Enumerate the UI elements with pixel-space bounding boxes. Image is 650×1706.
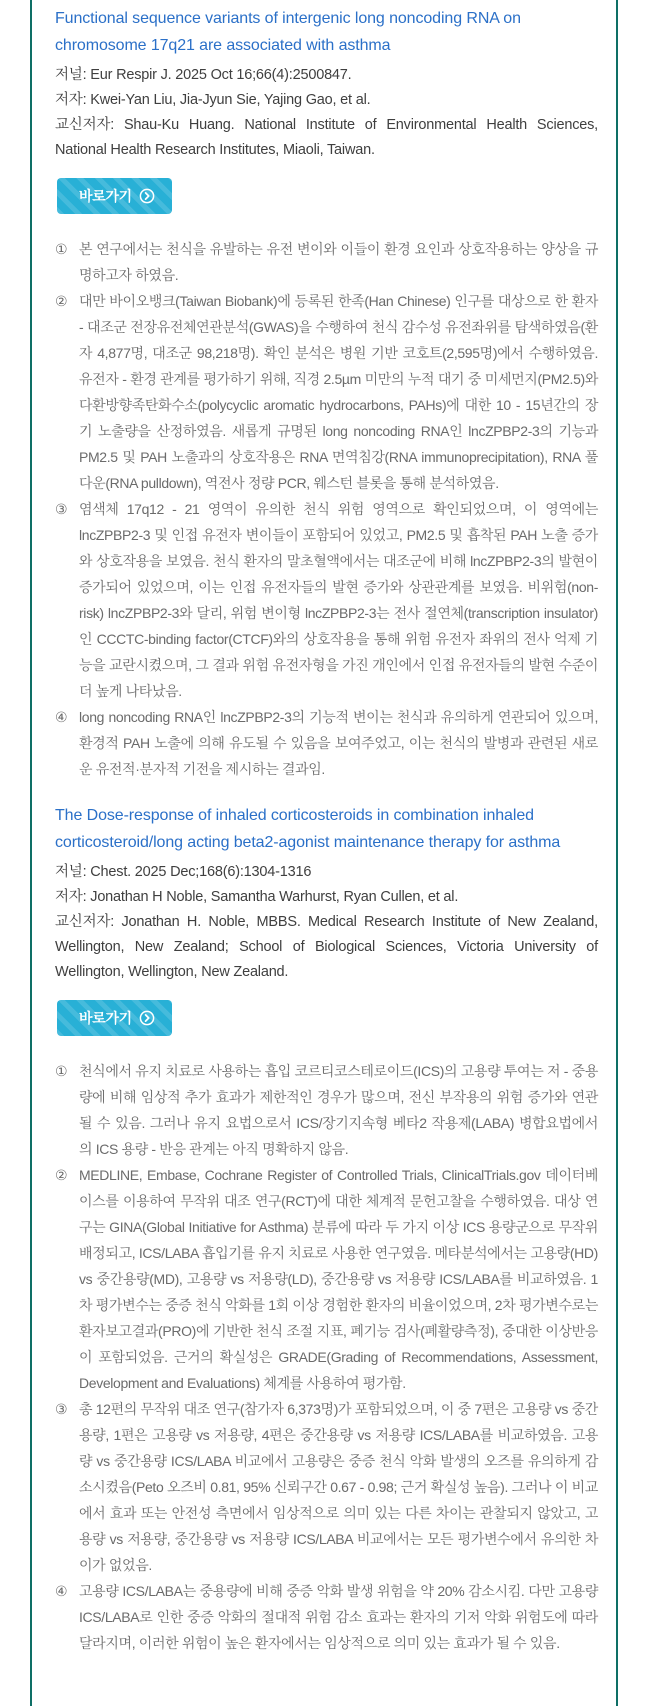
summary-point — [55, 704, 598, 782]
arrow-circle-icon — [139, 188, 155, 204]
point-text: 염색체 17q12 - 21 영역이 유의한 천식 위험 영역으로 확인되었으며, 이 영역에는 lncZPBP2-3 및 인접 유전자 변이들이 포함되어 있었고, PM2.5 및 흡착된 PAH 노출 증가와 상호작용을 보였음. 천식 환자의 말초혈액에서는 대조군에 비해 lncZPBP2-3의 발현이 증가되어 있었으며, 이는 인접 유전자들의 발현 증가와 상관관계를 보였음. 비위험(non-risk) lncZPBP2-3와 달리, 위험 변이형 lncZPBP2-3는 전사 절연체(transcription insulator)인 CCCTC-binding factor(CTCF)와의 상호작용을 통해 위험 유전자 좌위의 전사 억제 기능을 교란시켰으며, 그 결과 위험 유전자형을 가진 개인에서 인접 유전자들의 발현 수준이 더 높게 나타났음. — [79, 501, 598, 699]
summary-point — [55, 496, 598, 704]
summary-points — [55, 236, 598, 782]
article-title: The Dose-response of inhaled corticosteroids in combination inhaled corticosteroid/long acting beta2-agonist maintenance therapy for asthma — [55, 807, 561, 851]
arrow-circle-icon — [139, 1010, 155, 1026]
go-to-link-button-label: 바로가기 — [79, 188, 132, 204]
point-number: ① — [55, 241, 68, 257]
point-number: ④ — [55, 709, 68, 725]
go-to-link-button-label: 바로가기 — [79, 1010, 132, 1026]
point-text: MEDLINE, Embase, Cochrane Register of Controlled Trials, ClinicalTrials.gov 데이터베이스를 이용하여 무작위 대조 연구(RCT)에 대한 체계적 문헌고찰을 수행하였음. 대상 연구는 GINA(Global Initiative for Asthma) 분류에 따라 두 가지 이상 ICS 용량군으로 무작위 배정되고, ICS/LABA 흡입기를 유지 치료로 사용한 연구였음. 메타분석에서는 고용량(HD) vs 중간용량(MD), 고용량 vs 저용량(LD), 중간용량 vs 저용량 ICS/LABA를 비교하였음. 1차 평가변수는 중증 천식 악화를 1회 이상 경험한 환자의 비율이었으며, 2차 평가변수로는 환자보고결과(PRO)에 기반한 천식 조절 지표, 폐기능 검사(폐활량측정), 중대한 이상반응이 포함되었음. 근거의 확실성은 GRADE(Grading of Recommendations, Assessment, Development and Evaluations) 체계를 사용하여 평가함. — [79, 1167, 598, 1391]
authors-line: 저자: Jonathan H Noble, Samantha Warhurst, Ryan Cullen, et al. — [55, 889, 459, 905]
point-number: ④ — [55, 1583, 68, 1599]
point-number: ② — [55, 1167, 68, 1183]
authors-line: 저자: Kwei-Yan Liu, Jia-Jyun Sie, Yajing Gao, et al. — [55, 92, 371, 108]
article-panel — [30, 0, 618, 1706]
corresponding-author-line: 교신저자: Shau-Ku Huang. National Institute of Environmental Health Sciences, National Health Research Institutes, Miaoli, Taiwan. — [55, 117, 598, 158]
summary-point — [55, 288, 598, 496]
article-1 — [55, 5, 598, 782]
point-number: ① — [55, 1063, 68, 1079]
point-text: 대만 바이오뱅크(Taiwan Biobank)에 등록된 한족(Han Chinese) 인구를 대상으로 한 환자 - 대조군 전장유전체연관분석(GWAS)을 수행하여 천식 감수성 유전좌위를 탐색하였음(환자 4,877명, 대조군 98,218명). 확인 분석은 병원 기반 코호트(2,595명)에서 수행하였음. 유전자 - 환경 관계를 평가하기 위해, 직경 2.5µm 미만의 누적 대기 중 미세먼지(PM2.5)와 다환방향족탄화수소(polycyclic aromatic hydrocarbons, PAHs)에 대한 10 - 15년간의 장기 노출량을 산정하였음. 새롭게 규명된 long noncoding RNA인 lncZPBP2-3의 기능과 PM2.5 및 PAH 노출과의 상호작용은 RNA 면역침강(RNA immunoprecipitation), RNA 풀다운(RNA pulldown), 역전사 정량 PCR, 웨스턴 블롯을 통해 분석하였음. — [79, 293, 598, 491]
summary-point — [55, 1058, 598, 1162]
journal-line: 저널: Chest. 2025 Dec;168(6):1304-1316 — [55, 864, 312, 880]
article-title: Functional sequence variants of intergenic long noncoding RNA on chromosome 17q21 are associated with asthma — [55, 10, 521, 54]
point-text: long noncoding RNA인 lncZPBP2-3의 기능적 변이는 천식과 유의하게 연관되어 있으며, 환경적 PAH 노출에 의해 유도될 수 있음을 보여주었고, 이는 천식의 발병과 관련된 새로운 유전적·분자적 기전을 제시하는 결과임. — [79, 709, 598, 777]
point-number: ③ — [55, 1401, 68, 1417]
point-text: 천식에서 유지 치료로 사용하는 흡입 코르티코스테로이드(ICS)의 고용량 투여는 저 - 중용량에 비해 임상적 추가 효과가 제한적인 경우가 많으며, 전신 부작용의 위험 증가와 연관될 수 있음. 그러나 유지 요법으로서 ICS/장기지속형 베타2 작용제(LABA) 병합요법에서의 ICS 용량 - 반응 관계는 아직 명확하지 않음. — [79, 1063, 598, 1157]
summary-point — [55, 236, 598, 288]
corresponding-author-line: 교신저자: Jonathan H. Noble, MBBS. Medical Research Institute of New Zealand, Wellington, New Zealand; School of Biological Sciences, Victoria University of Wellington, Wellington, New Zealand. — [55, 914, 598, 980]
go-to-link-button[interactable] — [57, 178, 172, 214]
article-2 — [55, 802, 598, 1656]
point-number: ② — [55, 293, 68, 309]
summary-point — [55, 1396, 598, 1578]
point-text: 고용량 ICS/LABA는 중용량에 비해 중증 악화 발생 위험을 약 20% 감소시킴. 다만 고용량 ICS/LABA로 인한 중증 악화의 절대적 위험 감소 효과는 환자의 기저 악화 위험도에 따라 달라지며, 이러한 위험이 높은 환자에서는 임상적으로 의미 있는 효과가 될 수 있음. — [79, 1583, 598, 1651]
point-number: ③ — [55, 501, 68, 517]
summary-points — [55, 1058, 598, 1656]
point-text: 총 12편의 무작위 대조 연구(참가자 6,373명)가 포함되었으며, 이 중 7편은 고용량 vs 중간용량, 1편은 고용량 vs 저용량, 4편은 중간용량 vs 저용량 ICS/LABA를 비교하였음. 고용량 vs 중간용량 ICS/LABA 비교에서 고용량은 중증 천식 악화 발생의 오즈를 유의하게 감소시켰음(Peto 오즈비 0.81, 95% 신뢰구간 0.67 - 0.98; 근거 확실성 높음). 그러나 이 비교에서 효과 또는 안전성 측면에서 임상적으로 의미 있는 다른 차이는 관찰되지 않았고, 고용량 vs 저용량, 중간용량 vs 저용량 ICS/LABA 비교에서는 모든 평가변수에서 유의한 차이가 없었음. — [79, 1401, 598, 1573]
summary-point — [55, 1578, 598, 1656]
journal-line: 저널: Eur Respir J. 2025 Oct 16;66(4):2500847. — [55, 67, 352, 83]
go-to-link-button[interactable] — [57, 1000, 172, 1036]
point-text: 본 연구에서는 천식을 유발하는 유전 변이와 이들이 환경 요인과 상호작용하는 양상을 규명하고자 하였음. — [79, 241, 598, 283]
summary-point — [55, 1162, 598, 1396]
